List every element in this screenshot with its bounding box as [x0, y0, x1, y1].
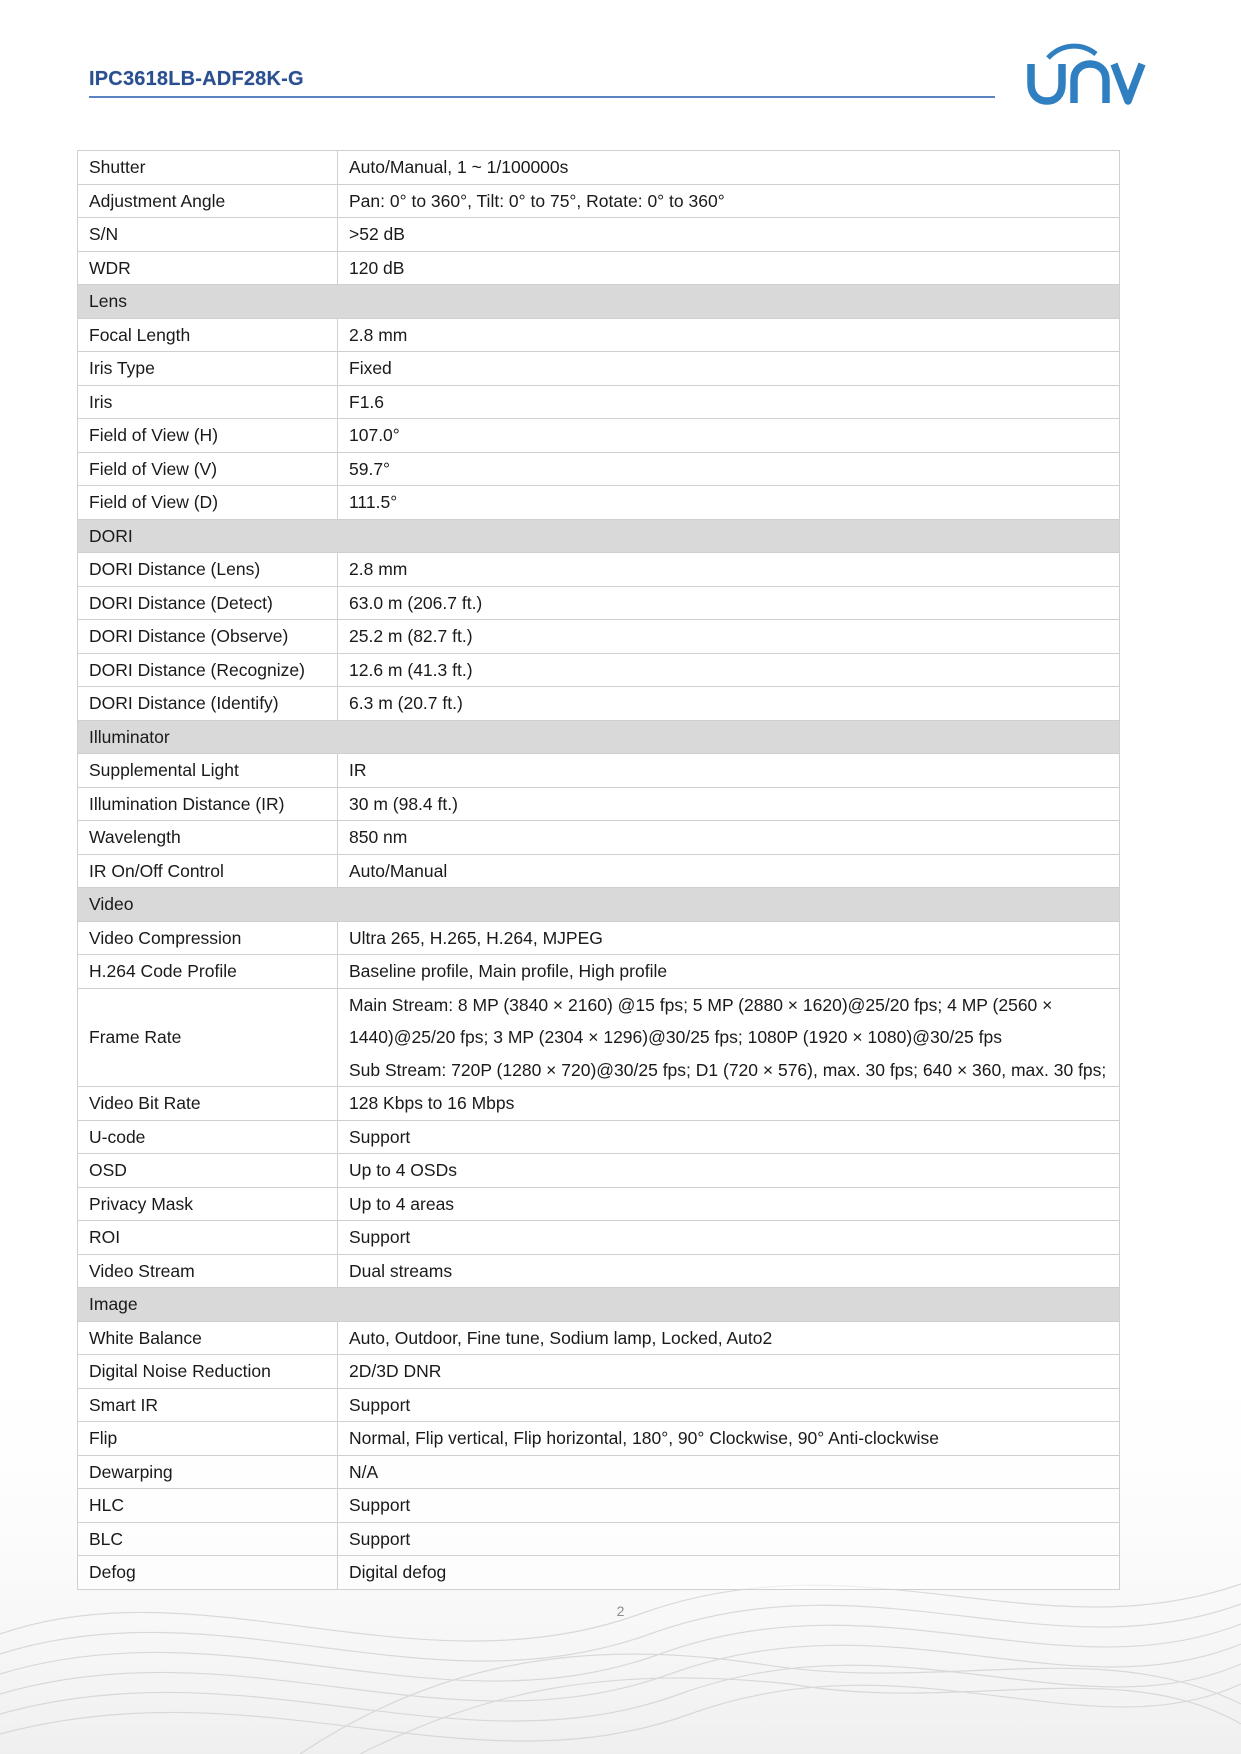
spec-label: Field of View (H) — [78, 419, 338, 453]
spec-label: WDR — [78, 251, 338, 285]
spec-row — [78, 921, 1120, 955]
spec-row — [78, 821, 1120, 855]
section-header-row — [78, 1288, 1120, 1322]
spec-row — [78, 1489, 1120, 1523]
spec-value: Support — [338, 1120, 1120, 1154]
spec-label: Shutter — [78, 151, 338, 185]
page-number: 2 — [616, 1603, 625, 1619]
spec-label: Supplemental Light — [78, 754, 338, 788]
unv-logo-icon — [1026, 40, 1148, 110]
spec-label: DORI Distance (Detect) — [78, 586, 338, 620]
spec-label: DORI Distance (Observe) — [78, 620, 338, 654]
spec-label: IR On/Off Control — [78, 854, 338, 888]
spec-value: 120 dB — [338, 251, 1120, 285]
spec-row — [78, 586, 1120, 620]
spec-value: >52 dB — [338, 218, 1120, 252]
spec-row — [78, 754, 1120, 788]
section-title: Image — [78, 1288, 1120, 1322]
spec-label: Field of View (V) — [78, 452, 338, 486]
spec-label: H.264 Code Profile — [78, 955, 338, 989]
spec-row — [78, 318, 1120, 352]
spec-value: 12.6 m (41.3 ft.) — [338, 653, 1120, 687]
spec-row — [78, 787, 1120, 821]
spec-value-line: Main Stream: 8 MP (3840 × 2160) @15 fps; 5 MP (2880 × 1620)@25/20 fps; 4 MP (2560 × — [349, 994, 1053, 1015]
spec-label: U-code — [78, 1120, 338, 1154]
spec-row — [78, 1388, 1120, 1422]
spec-value: 2.8 mm — [338, 318, 1120, 352]
spec-row — [78, 1556, 1120, 1590]
spec-value: Auto/Manual, 1 ~ 1/100000s — [338, 151, 1120, 185]
spec-value: Support — [338, 1489, 1120, 1523]
spec-value: 107.0° — [338, 419, 1120, 453]
spec-row — [78, 1221, 1120, 1255]
spec-label: Dewarping — [78, 1455, 338, 1489]
spec-row — [78, 1522, 1120, 1556]
spec-label: Video Compression — [78, 921, 338, 955]
section-header-row — [78, 519, 1120, 553]
spec-row — [78, 1321, 1120, 1355]
unv-logo — [1026, 40, 1148, 110]
spec-row — [78, 955, 1120, 989]
spec-value: 59.7° — [338, 452, 1120, 486]
spec-label: White Balance — [78, 1321, 338, 1355]
spec-row — [78, 553, 1120, 587]
spec-row — [78, 251, 1120, 285]
spec-value: Auto/Manual — [338, 854, 1120, 888]
section-header-row — [78, 720, 1120, 754]
spec-row — [78, 620, 1120, 654]
spec-label: HLC — [78, 1489, 338, 1523]
spec-value: Up to 4 OSDs — [338, 1154, 1120, 1188]
spec-label: Iris — [78, 385, 338, 419]
spec-label: DORI Distance (Identify) — [78, 687, 338, 721]
spec-row — [78, 151, 1120, 185]
spec-label: BLC — [78, 1522, 338, 1556]
spec-label: Flip — [78, 1422, 338, 1456]
section-title: DORI — [78, 519, 1120, 553]
spec-row — [78, 419, 1120, 453]
spec-row — [78, 988, 1120, 1087]
spec-label: Iris Type — [78, 352, 338, 386]
spec-value-line: 1440)@25/20 fps; 3 MP (2304 × 1296)@30/25 fps; 1080P (1920 × 1080)@30/25 fps — [349, 1027, 1002, 1047]
spec-row — [78, 653, 1120, 687]
spec-value: Support — [338, 1221, 1120, 1255]
spec-label: Wavelength — [78, 821, 338, 855]
spec-row — [78, 486, 1120, 520]
spec-value: 128 Kbps to 16 Mbps — [338, 1087, 1120, 1121]
spec-value: 25.2 m (82.7 ft.) — [338, 620, 1120, 654]
header-divider — [89, 96, 995, 98]
spec-value: Fixed — [338, 352, 1120, 386]
spec-row — [78, 385, 1120, 419]
spec-value: Support — [338, 1522, 1120, 1556]
spec-label: Illumination Distance (IR) — [78, 787, 338, 821]
spec-value: 63.0 m (206.7 ft.) — [338, 586, 1120, 620]
spec-label: Frame Rate — [78, 988, 338, 1087]
spec-label: ROI — [78, 1221, 338, 1255]
spec-row — [78, 1187, 1120, 1221]
spec-value: 2D/3D DNR — [338, 1355, 1120, 1389]
spec-row — [78, 452, 1120, 486]
section-title: Video — [78, 888, 1120, 922]
spec-label: Video Stream — [78, 1254, 338, 1288]
spec-label: DORI Distance (Recognize) — [78, 653, 338, 687]
specification-table — [77, 150, 1120, 1590]
spec-row — [78, 184, 1120, 218]
spec-label: Digital Noise Reduction — [78, 1355, 338, 1389]
spec-value-line: Sub Stream: 720P (1280 × 720)@30/25 fps; D1 (720 × 576), max. 30 fps; 640 × 360, max. 30 fps; — [349, 1059, 1107, 1080]
spec-row — [78, 1422, 1120, 1456]
section-title: Lens — [78, 285, 1120, 319]
spec-value: IR — [338, 754, 1120, 788]
spec-label: Defog — [78, 1556, 338, 1590]
spec-row — [78, 687, 1120, 721]
spec-value: 6.3 m (20.7 ft.) — [338, 687, 1120, 721]
spec-row — [78, 1254, 1120, 1288]
spec-value: Dual streams — [338, 1254, 1120, 1288]
spec-value: Auto, Outdoor, Fine tune, Sodium lamp, Locked, Auto2 — [338, 1321, 1120, 1355]
spec-value: Pan: 0° to 360°, Tilt: 0° to 75°, Rotate: 0° to 360° — [338, 184, 1120, 218]
spec-row — [78, 1455, 1120, 1489]
spec-label: Adjustment Angle — [78, 184, 338, 218]
spec-value: 30 m (98.4 ft.) — [338, 787, 1120, 821]
spec-value: Ultra 265, H.265, H.264, MJPEG — [338, 921, 1120, 955]
section-header-row — [78, 285, 1120, 319]
spec-row — [78, 1087, 1120, 1121]
page-header — [0, 0, 1241, 120]
spec-label: DORI Distance (Lens) — [78, 553, 338, 587]
spec-value: Baseline profile, Main profile, High profile — [338, 955, 1120, 989]
spec-row — [78, 854, 1120, 888]
spec-label: Field of View (D) — [78, 486, 338, 520]
spec-label: S/N — [78, 218, 338, 252]
spec-value: 111.5° — [338, 486, 1120, 520]
spec-value: 850 nm — [338, 821, 1120, 855]
spec-label: Smart IR — [78, 1388, 338, 1422]
spec-row — [78, 218, 1120, 252]
spec-row — [78, 352, 1120, 386]
spec-value: Support — [338, 1388, 1120, 1422]
spec-row — [78, 1154, 1120, 1188]
spec-label: Focal Length — [78, 318, 338, 352]
section-header-row — [78, 888, 1120, 922]
spec-value: F1.6 — [338, 385, 1120, 419]
spec-value: Up to 4 areas — [338, 1187, 1120, 1221]
spec-value: Digital defog — [338, 1556, 1120, 1590]
spec-value: N/A — [338, 1455, 1120, 1489]
model-number: IPC3618LB-ADF28K-G — [89, 68, 304, 90]
section-title: Illuminator — [78, 720, 1120, 754]
spec-row — [78, 1355, 1120, 1389]
spec-value: 2.8 mm — [338, 553, 1120, 587]
spec-label: Video Bit Rate — [78, 1087, 338, 1121]
spec-value: Normal, Flip vertical, Flip horizontal, 180°, 90° Clockwise, 90° Anti-clockwise — [338, 1422, 1120, 1456]
spec-label: OSD — [78, 1154, 338, 1188]
spec-label: Privacy Mask — [78, 1187, 338, 1221]
spec-value — [338, 988, 1120, 1087]
spec-row — [78, 1120, 1120, 1154]
